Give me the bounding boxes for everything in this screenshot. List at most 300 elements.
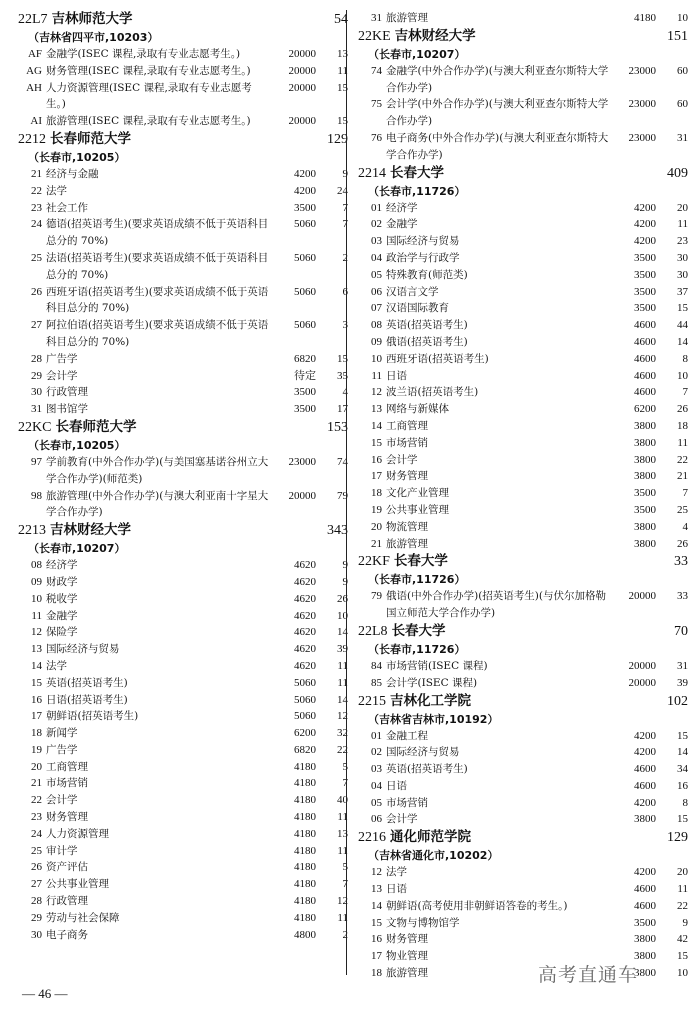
major-name: 日语 bbox=[386, 883, 407, 896]
school-name: 长春大学 bbox=[391, 622, 446, 639]
major-row bbox=[358, 898, 688, 915]
major-code: 28 bbox=[31, 352, 42, 365]
school-total: 102 bbox=[667, 693, 688, 709]
major-name: 资产评估 bbox=[46, 861, 88, 874]
major-fee: 4180 bbox=[294, 844, 316, 857]
major-plan: 39 bbox=[677, 676, 688, 689]
major-code: 18 bbox=[31, 727, 42, 740]
school-block bbox=[18, 418, 348, 521]
major-code: 23 bbox=[31, 201, 42, 214]
school-total: 129 bbox=[667, 830, 688, 846]
major-name: 金融学 bbox=[46, 609, 78, 622]
major-plan: 79 bbox=[337, 489, 348, 502]
major-row bbox=[358, 401, 688, 418]
major-plan: 60 bbox=[677, 98, 688, 111]
school-name: 吉林师范大学 bbox=[51, 11, 133, 27]
major-code: 09 bbox=[371, 335, 382, 348]
major-fee: 4200 bbox=[294, 167, 316, 180]
major-code: 13 bbox=[31, 643, 42, 656]
school-header bbox=[18, 130, 348, 149]
major-name: 经济学 bbox=[46, 559, 78, 572]
major-name: 财政学 bbox=[46, 575, 78, 588]
major-code: 01 bbox=[371, 201, 382, 214]
school-code: 22L7 bbox=[18, 12, 48, 27]
major-row bbox=[18, 826, 348, 843]
major-row bbox=[358, 502, 688, 519]
major-row bbox=[18, 557, 348, 574]
major-row bbox=[18, 792, 348, 809]
school-location: （长春市,10205） bbox=[28, 150, 126, 164]
major-row bbox=[358, 744, 688, 761]
major-fee: 3800 bbox=[634, 950, 656, 963]
major-fee: 23000 bbox=[628, 98, 656, 111]
major-fee: 4200 bbox=[634, 746, 656, 759]
major-fee: 6820 bbox=[294, 352, 316, 365]
major-row bbox=[18, 775, 348, 792]
major-fee: 4200 bbox=[634, 729, 656, 742]
school-header bbox=[18, 521, 348, 540]
major-fee: 4200 bbox=[294, 184, 316, 197]
major-row bbox=[18, 166, 348, 183]
major-name: 市场营销 bbox=[386, 436, 428, 449]
major-code: 23 bbox=[31, 811, 42, 824]
major-plan: 35 bbox=[337, 369, 348, 382]
major-name: 行政管理 bbox=[46, 386, 88, 399]
major-fee: 3500 bbox=[294, 201, 316, 214]
major-name: 法语(招英语考生)(要求英语成绩不低于英语科目总分的 70%) bbox=[46, 251, 269, 281]
major-code: 05 bbox=[371, 268, 382, 281]
school-header bbox=[358, 692, 688, 711]
major-name: 市场营销 bbox=[46, 777, 88, 790]
major-fee: 6200 bbox=[634, 403, 656, 416]
major-fee: 5060 bbox=[294, 676, 316, 689]
major-code: 21 bbox=[31, 777, 42, 790]
major-name: 会计学 bbox=[386, 453, 418, 466]
major-fee: 3800 bbox=[634, 470, 656, 483]
major-fee: 4600 bbox=[634, 386, 656, 399]
major-plan: 15 bbox=[677, 950, 688, 963]
school-location: （长春市,10207） bbox=[368, 47, 466, 61]
major-code: 24 bbox=[31, 827, 42, 840]
major-code: 29 bbox=[31, 369, 42, 382]
major-plan: 22 bbox=[677, 453, 688, 466]
school-location: （长春市,11726） bbox=[368, 184, 466, 198]
major-fee: 4620 bbox=[294, 609, 316, 622]
major-code: 25 bbox=[31, 251, 42, 264]
major-fee: 4620 bbox=[294, 659, 316, 672]
major-plan: 44 bbox=[677, 319, 688, 332]
major-plan: 6 bbox=[342, 285, 348, 298]
major-code: 01 bbox=[371, 729, 382, 742]
major-fee: 待定 bbox=[294, 369, 316, 382]
major-fee: 23000 bbox=[628, 64, 656, 77]
major-plan: 7 bbox=[682, 386, 688, 399]
major-row bbox=[358, 948, 688, 965]
major-row bbox=[18, 692, 348, 709]
major-code: 97 bbox=[31, 455, 42, 468]
major-name: 日语 bbox=[386, 369, 407, 382]
major-code: 14 bbox=[371, 899, 382, 912]
major-row bbox=[18, 708, 348, 725]
major-fee: 4620 bbox=[294, 559, 316, 572]
major-fee: 4600 bbox=[634, 779, 656, 792]
major-name: 汉语国际教育 bbox=[386, 302, 449, 315]
school-block bbox=[18, 130, 348, 418]
major-plan: 37 bbox=[677, 285, 688, 298]
major-fee: 4600 bbox=[634, 335, 656, 348]
major-plan: 26 bbox=[677, 403, 688, 416]
major-name: 英语(招英语考生) bbox=[386, 319, 468, 332]
school-location: （长春市,10207） bbox=[28, 542, 126, 556]
major-row bbox=[358, 588, 688, 622]
major-fee: 4200 bbox=[634, 235, 656, 248]
major-plan: 26 bbox=[677, 537, 688, 550]
school-total: 409 bbox=[667, 165, 688, 181]
major-row bbox=[358, 811, 688, 828]
school-code: 22KE bbox=[358, 28, 391, 44]
major-code: 74 bbox=[371, 64, 382, 77]
major-plan: 8 bbox=[682, 352, 688, 365]
major-row bbox=[18, 675, 348, 692]
major-row bbox=[18, 183, 348, 200]
major-code: 13 bbox=[371, 403, 382, 416]
major-name: 国际经济与贸易 bbox=[386, 746, 460, 759]
major-plan: 12 bbox=[337, 895, 348, 908]
major-name: 公共事业管理 bbox=[386, 503, 449, 516]
major-fee: 3800 bbox=[634, 813, 656, 826]
major-code: 11 bbox=[31, 609, 42, 622]
major-fee: 5060 bbox=[294, 285, 316, 298]
major-fee: 20000 bbox=[628, 676, 656, 689]
major-row bbox=[18, 574, 348, 591]
major-plan: 60 bbox=[677, 64, 688, 77]
school-location: （长春市,11726） bbox=[368, 642, 466, 656]
major-plan: 15 bbox=[337, 81, 348, 94]
major-fee: 4180 bbox=[294, 878, 316, 891]
major-fee: 4180 bbox=[634, 12, 656, 24]
major-fee: 4180 bbox=[294, 760, 316, 773]
major-fee: 3800 bbox=[634, 967, 656, 980]
major-plan: 9 bbox=[342, 575, 348, 588]
major-fee: 4180 bbox=[294, 827, 316, 840]
major-code: 04 bbox=[371, 779, 382, 792]
school-block bbox=[358, 164, 688, 553]
major-plan: 2 bbox=[342, 251, 348, 264]
major-name: 网络与新媒体 bbox=[386, 403, 449, 416]
major-plan: 14 bbox=[337, 693, 348, 706]
major-code: AG bbox=[26, 64, 42, 77]
major-name: 市场营销(ISEC 课程) bbox=[386, 659, 488, 672]
major-code: 79 bbox=[371, 590, 382, 603]
major-plan: 9 bbox=[342, 559, 348, 572]
major-plan: 22 bbox=[337, 743, 348, 756]
major-row bbox=[18, 641, 348, 658]
major-name: 英语(招英语考生) bbox=[386, 763, 468, 776]
school-header bbox=[358, 622, 688, 641]
major-name: 汉语言文学 bbox=[386, 285, 439, 298]
major-name: 财务管理 bbox=[386, 470, 428, 483]
major-name: 新闻学 bbox=[46, 727, 78, 740]
major-row bbox=[18, 401, 348, 418]
major-fee: 3500 bbox=[634, 916, 656, 929]
left-column bbox=[18, 10, 348, 943]
school-name: 长春师范大学 bbox=[50, 130, 131, 147]
major-code: 12 bbox=[371, 866, 382, 879]
major-plan: 26 bbox=[337, 592, 348, 605]
major-row bbox=[18, 809, 348, 826]
major-plan: 9 bbox=[682, 916, 688, 929]
major-code: 27 bbox=[31, 878, 42, 891]
major-row bbox=[18, 893, 348, 910]
major-row bbox=[358, 931, 688, 948]
school-code: 22KC bbox=[18, 419, 52, 435]
major-code: 10 bbox=[31, 592, 42, 605]
major-plan: 11 bbox=[337, 676, 348, 689]
major-plan: 31 bbox=[677, 659, 688, 672]
major-name: 公共事业管理 bbox=[46, 878, 109, 891]
page-number: — 46 — bbox=[22, 986, 68, 1001]
major-name: 经济学 bbox=[386, 201, 418, 214]
major-fee: 4180 bbox=[294, 811, 316, 824]
major-code: 25 bbox=[31, 844, 42, 857]
school-name: 通化师范学院 bbox=[390, 829, 471, 846]
major-code: 12 bbox=[31, 626, 42, 639]
major-name: 会计学(中外合作办学)(与澳大利亚查尔斯特大学合作办学) bbox=[386, 98, 609, 128]
major-plan: 7 bbox=[342, 878, 348, 891]
major-name: 人力资源管理 bbox=[46, 827, 109, 840]
major-name: 电子商务(中外合作办学)(与澳大利亚查尔斯特大学合作办学) bbox=[386, 131, 609, 161]
major-name: 旅游管理 bbox=[386, 967, 428, 980]
major-row bbox=[18, 742, 348, 759]
major-code: 16 bbox=[371, 453, 382, 466]
major-row bbox=[18, 608, 348, 625]
major-plan: 11 bbox=[337, 659, 348, 672]
major-fee: 6820 bbox=[294, 743, 316, 756]
major-row bbox=[358, 519, 688, 536]
major-fee: 23000 bbox=[628, 131, 656, 144]
column-divider bbox=[346, 10, 347, 975]
major-code: 22 bbox=[31, 184, 42, 197]
major-row bbox=[358, 536, 688, 553]
major-row bbox=[358, 658, 688, 675]
major-name: 金融学 bbox=[386, 218, 418, 231]
major-code: 31 bbox=[371, 12, 382, 24]
major-row bbox=[358, 452, 688, 469]
major-fee: 20000 bbox=[628, 590, 656, 603]
major-plan: 11 bbox=[677, 436, 688, 449]
major-plan: 9 bbox=[342, 167, 348, 180]
major-fee: 3800 bbox=[634, 933, 656, 946]
major-row bbox=[358, 216, 688, 233]
major-name: 保险学 bbox=[46, 626, 78, 639]
major-name: 法学 bbox=[46, 659, 67, 672]
school-header bbox=[358, 27, 688, 46]
major-code: 85 bbox=[371, 676, 382, 689]
school-block bbox=[358, 10, 688, 27]
major-name: 旅游管理(ISEC 课程,录取有专业志愿考生。) bbox=[46, 115, 251, 128]
major-fee: 4620 bbox=[294, 575, 316, 588]
major-fee: 4200 bbox=[634, 218, 656, 231]
major-plan: 7 bbox=[342, 777, 348, 790]
major-code: 08 bbox=[31, 559, 42, 572]
major-name: 工商管理 bbox=[386, 419, 428, 432]
major-row bbox=[358, 130, 688, 164]
major-row bbox=[358, 368, 688, 385]
major-name: 物流管理 bbox=[386, 520, 428, 533]
major-plan: 14 bbox=[677, 746, 688, 759]
major-row bbox=[18, 113, 348, 130]
major-code: 07 bbox=[371, 302, 382, 315]
major-plan: 18 bbox=[677, 419, 688, 432]
major-row bbox=[358, 351, 688, 368]
major-fee: 3800 bbox=[634, 453, 656, 466]
major-fee: 3500 bbox=[294, 403, 316, 416]
school-location: （吉林省四平市,10203） bbox=[28, 31, 159, 44]
major-code: 03 bbox=[371, 235, 382, 248]
major-plan: 10 bbox=[677, 967, 688, 980]
major-code: 26 bbox=[31, 861, 42, 874]
school-block bbox=[358, 27, 688, 164]
major-code: 03 bbox=[371, 763, 382, 776]
major-plan: 7 bbox=[342, 201, 348, 214]
major-plan: 22 bbox=[677, 899, 688, 912]
major-fee: 3500 bbox=[634, 268, 656, 281]
major-plan: 74 bbox=[337, 455, 348, 468]
major-fee: 5060 bbox=[294, 319, 316, 332]
major-fee: 3800 bbox=[634, 520, 656, 533]
major-plan: 11 bbox=[677, 218, 688, 231]
major-name: 国际经济与贸易 bbox=[386, 235, 460, 248]
major-row bbox=[18, 725, 348, 742]
major-code: 13 bbox=[371, 883, 382, 896]
major-name: 俄语(招英语考生) bbox=[386, 335, 468, 348]
major-code: 14 bbox=[371, 419, 382, 432]
major-name: 广告学 bbox=[46, 743, 78, 756]
major-plan: 32 bbox=[337, 727, 348, 740]
major-fee: 20000 bbox=[288, 48, 316, 60]
major-plan: 7 bbox=[682, 487, 688, 500]
major-code: 04 bbox=[371, 251, 382, 264]
major-name: 文化产业管理 bbox=[386, 487, 449, 500]
major-fee: 4800 bbox=[294, 928, 316, 941]
school-location: （长春市,11726） bbox=[368, 573, 466, 587]
major-name: 财务管理 bbox=[46, 811, 88, 824]
major-plan: 14 bbox=[337, 626, 348, 639]
major-code: 16 bbox=[31, 693, 42, 706]
major-row bbox=[358, 300, 688, 317]
school-total: 151 bbox=[667, 28, 688, 44]
major-code: 28 bbox=[31, 895, 42, 908]
major-row bbox=[18, 63, 348, 80]
school-location: （吉林省吉林市,10192） bbox=[368, 712, 499, 726]
major-fee: 20000 bbox=[288, 81, 316, 94]
major-fee: 20000 bbox=[288, 115, 316, 128]
major-name: 文物与博物馆学 bbox=[386, 916, 460, 929]
major-row bbox=[358, 200, 688, 217]
major-row bbox=[18, 759, 348, 776]
major-plan: 15 bbox=[337, 115, 348, 128]
major-row bbox=[358, 485, 688, 502]
school-location: （吉林省通化市,10202） bbox=[368, 849, 499, 863]
major-row bbox=[358, 795, 688, 812]
major-fee: 3500 bbox=[634, 302, 656, 315]
major-name: 德语(招英语考生)(要求英语成绩不低于英语科目总分的 70%) bbox=[46, 218, 269, 248]
major-code: 19 bbox=[371, 503, 382, 516]
major-fee: 5060 bbox=[294, 251, 316, 264]
major-name: 西班牙语(招英语考生)(要求英语成绩不低于英语科目总分的 70%) bbox=[46, 285, 269, 315]
major-name: 特殊教育(师范类) bbox=[386, 268, 468, 281]
major-plan: 12 bbox=[337, 710, 348, 723]
school-header bbox=[18, 10, 348, 29]
major-code: 24 bbox=[31, 218, 42, 231]
school-total: 33 bbox=[674, 554, 688, 570]
major-code: 29 bbox=[31, 911, 42, 924]
major-fee: 3800 bbox=[634, 436, 656, 449]
major-plan: 2 bbox=[342, 928, 348, 941]
major-fee: 3500 bbox=[634, 487, 656, 500]
major-row bbox=[18, 368, 348, 385]
major-plan: 40 bbox=[337, 794, 348, 807]
major-fee: 20000 bbox=[288, 64, 316, 77]
school-header bbox=[358, 828, 688, 847]
school-code: 2213 bbox=[18, 523, 46, 539]
major-row bbox=[18, 876, 348, 893]
major-code: 08 bbox=[371, 319, 382, 332]
major-row bbox=[358, 761, 688, 778]
major-plan: 20 bbox=[677, 866, 688, 879]
school-name: 长春大学 bbox=[393, 553, 448, 570]
major-name: 广告学 bbox=[46, 352, 78, 365]
major-name: 会计学(ISEC 课程) bbox=[386, 676, 478, 689]
major-code: 10 bbox=[371, 352, 382, 365]
major-row bbox=[358, 675, 688, 692]
major-fee: 6200 bbox=[294, 727, 316, 740]
major-fee: 4600 bbox=[634, 319, 656, 332]
major-name: 西班牙语(招英语考生) bbox=[386, 352, 489, 365]
major-row bbox=[18, 488, 348, 522]
major-name: 电子商务 bbox=[46, 928, 88, 941]
major-plan: 7 bbox=[342, 218, 348, 231]
major-name: 会计学 bbox=[46, 369, 78, 382]
major-row bbox=[358, 334, 688, 351]
major-row bbox=[358, 728, 688, 745]
school-location: （长春市,10205） bbox=[28, 438, 126, 452]
major-name: 市场营销 bbox=[386, 796, 428, 809]
school-code: 22KF bbox=[358, 554, 390, 570]
major-fee: 3500 bbox=[294, 386, 316, 399]
major-plan: 5 bbox=[342, 760, 348, 773]
major-row bbox=[18, 250, 348, 284]
major-name: 会计学 bbox=[46, 794, 78, 807]
major-fee: 4200 bbox=[634, 201, 656, 214]
major-row bbox=[358, 418, 688, 435]
major-name: 社会工作 bbox=[46, 201, 88, 214]
major-fee: 4180 bbox=[294, 861, 316, 874]
major-name: 物业管理 bbox=[386, 950, 428, 963]
major-row bbox=[18, 658, 348, 675]
major-row bbox=[358, 10, 688, 27]
major-code: 76 bbox=[371, 131, 382, 144]
school-block bbox=[358, 828, 688, 982]
major-name: 财务管理(ISEC 课程,录取有专业志愿考生。) bbox=[46, 64, 251, 77]
school-block bbox=[358, 552, 688, 622]
major-row bbox=[358, 915, 688, 932]
major-name: 俄语(中外合作办学)(招英语考生)(与伏尔加格勒国立师范大学合作办学) bbox=[386, 590, 606, 620]
major-code: 12 bbox=[371, 386, 382, 399]
major-code: 15 bbox=[371, 436, 382, 449]
major-code: 19 bbox=[31, 743, 42, 756]
major-code: 20 bbox=[371, 520, 382, 533]
